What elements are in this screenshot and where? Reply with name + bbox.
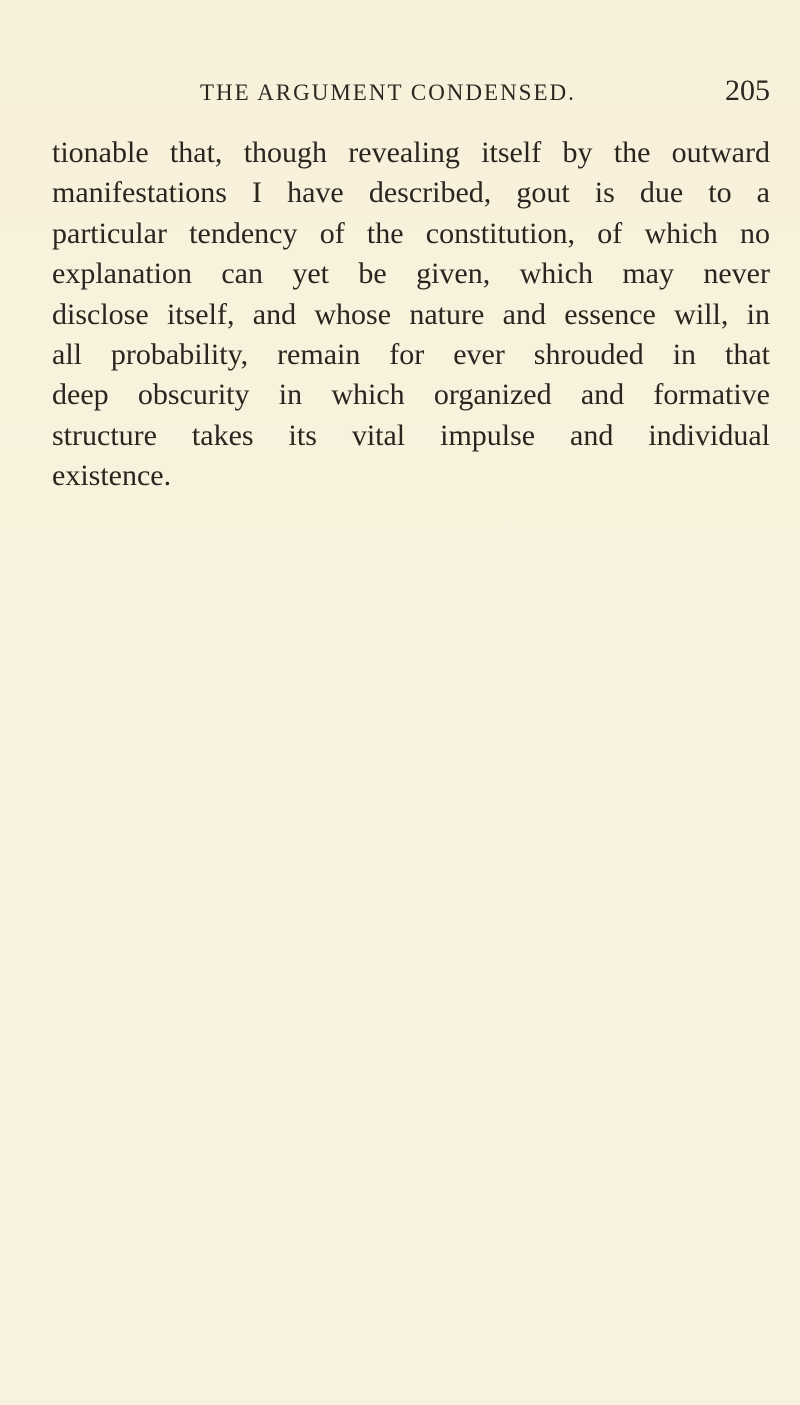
text-line: manifestations I have described, gout is due to a (52, 176, 770, 210)
page-header (52, 74, 770, 108)
text-line: particular tendency of the constitution, of which no (52, 216, 770, 250)
text-line: existence. (52, 459, 172, 493)
running-head: THE ARGUMENT CONDENSED. (200, 80, 576, 105)
text-line: explanation can yet be given, which may never (52, 257, 770, 291)
text-line: all probability, remain for ever shrouded in that (52, 337, 770, 371)
page-number: 205 (725, 74, 770, 107)
body-paragraph (52, 133, 770, 497)
text-line: disclose itself, and whose nature and essence will, in (52, 297, 770, 331)
text-line: structure takes its vital impulse and individual (52, 418, 770, 452)
text-line: deep obscurity in which organized and formative (52, 378, 770, 412)
text-line: tionable that, though revealing itself by the outward (52, 136, 770, 169)
